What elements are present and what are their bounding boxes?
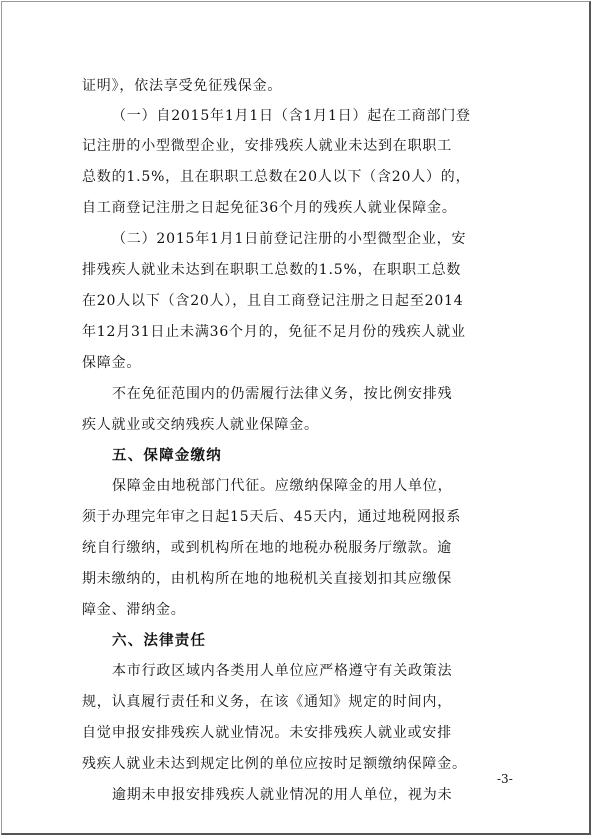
text-line: 期未缴纳的，由机构所在地的地税机关直接划扣其应缴保: [82, 571, 452, 587]
paragraph-line: 不在免征范围内的仍需履行法律义务，按比例安排残: [112, 386, 453, 402]
text-line: 证明》，依法享受免征残保金。: [82, 78, 283, 94]
section-heading: 六、法律责任: [112, 633, 207, 649]
text-line: 年12月31日止未满36个月的，免征不足月份的残疾人就业: [82, 324, 466, 340]
text-line: 排残疾人就业未达到在职职工总数的1.5%，在职职工总数: [82, 262, 462, 278]
page-number: -3-: [497, 772, 513, 786]
text-line: 统自行缴纳，或到机构所在地的地税办税服务厅缴款。逾: [82, 540, 452, 556]
section-heading: 五、保障金缴纳: [112, 448, 222, 464]
text-line: 规，认真履行责任和义务，在该《通知》规定的时间内，: [82, 694, 452, 710]
text-line: 自工商登记注册之日起免征36个月的残疾人就业保障金。: [82, 200, 457, 216]
text-line: 疾人就业或交纳残疾人就业保障金。: [82, 417, 319, 433]
text-line: 保障金。: [82, 355, 142, 371]
text-line: 记注册的小型微型企业，安排残疾人就业未达到在职职工: [82, 138, 452, 154]
text-line: 总数的1.5%，且在职职工总数在20人以下（含20人）的，: [82, 169, 471, 185]
paragraph-line: （一）自2015年1月1日（含1月1日）起在工商部门登: [112, 108, 471, 124]
paragraph-line: 逾期未申报安排残疾人就业情况的用人单位，视为未: [112, 787, 453, 803]
text-line: 自觉申报安排残疾人就业情况。未安排残疾人就业或安排: [82, 725, 452, 741]
text-line: 在20人以下（含20人），且自工商登记注册之日起至2014: [82, 293, 464, 309]
text-line: 残疾人就业未达到规定比例的单位应按时足额缴纳保障金。: [82, 756, 467, 772]
text-line: 须于办理完年审之日起15天后、45天内，通过地税网报系: [82, 509, 462, 525]
paragraph-line: 本市行政区域内各类用人单位应严格遵守有关政策法: [112, 663, 453, 679]
text-line: 障金、滞纳金。: [82, 602, 186, 618]
paragraph-line: 保障金由地税部门代征。应缴纳保障金的用人单位，: [112, 478, 453, 494]
paragraph-line: （二）2015年1月1日前登记注册的小型微型企业，安: [112, 231, 467, 247]
